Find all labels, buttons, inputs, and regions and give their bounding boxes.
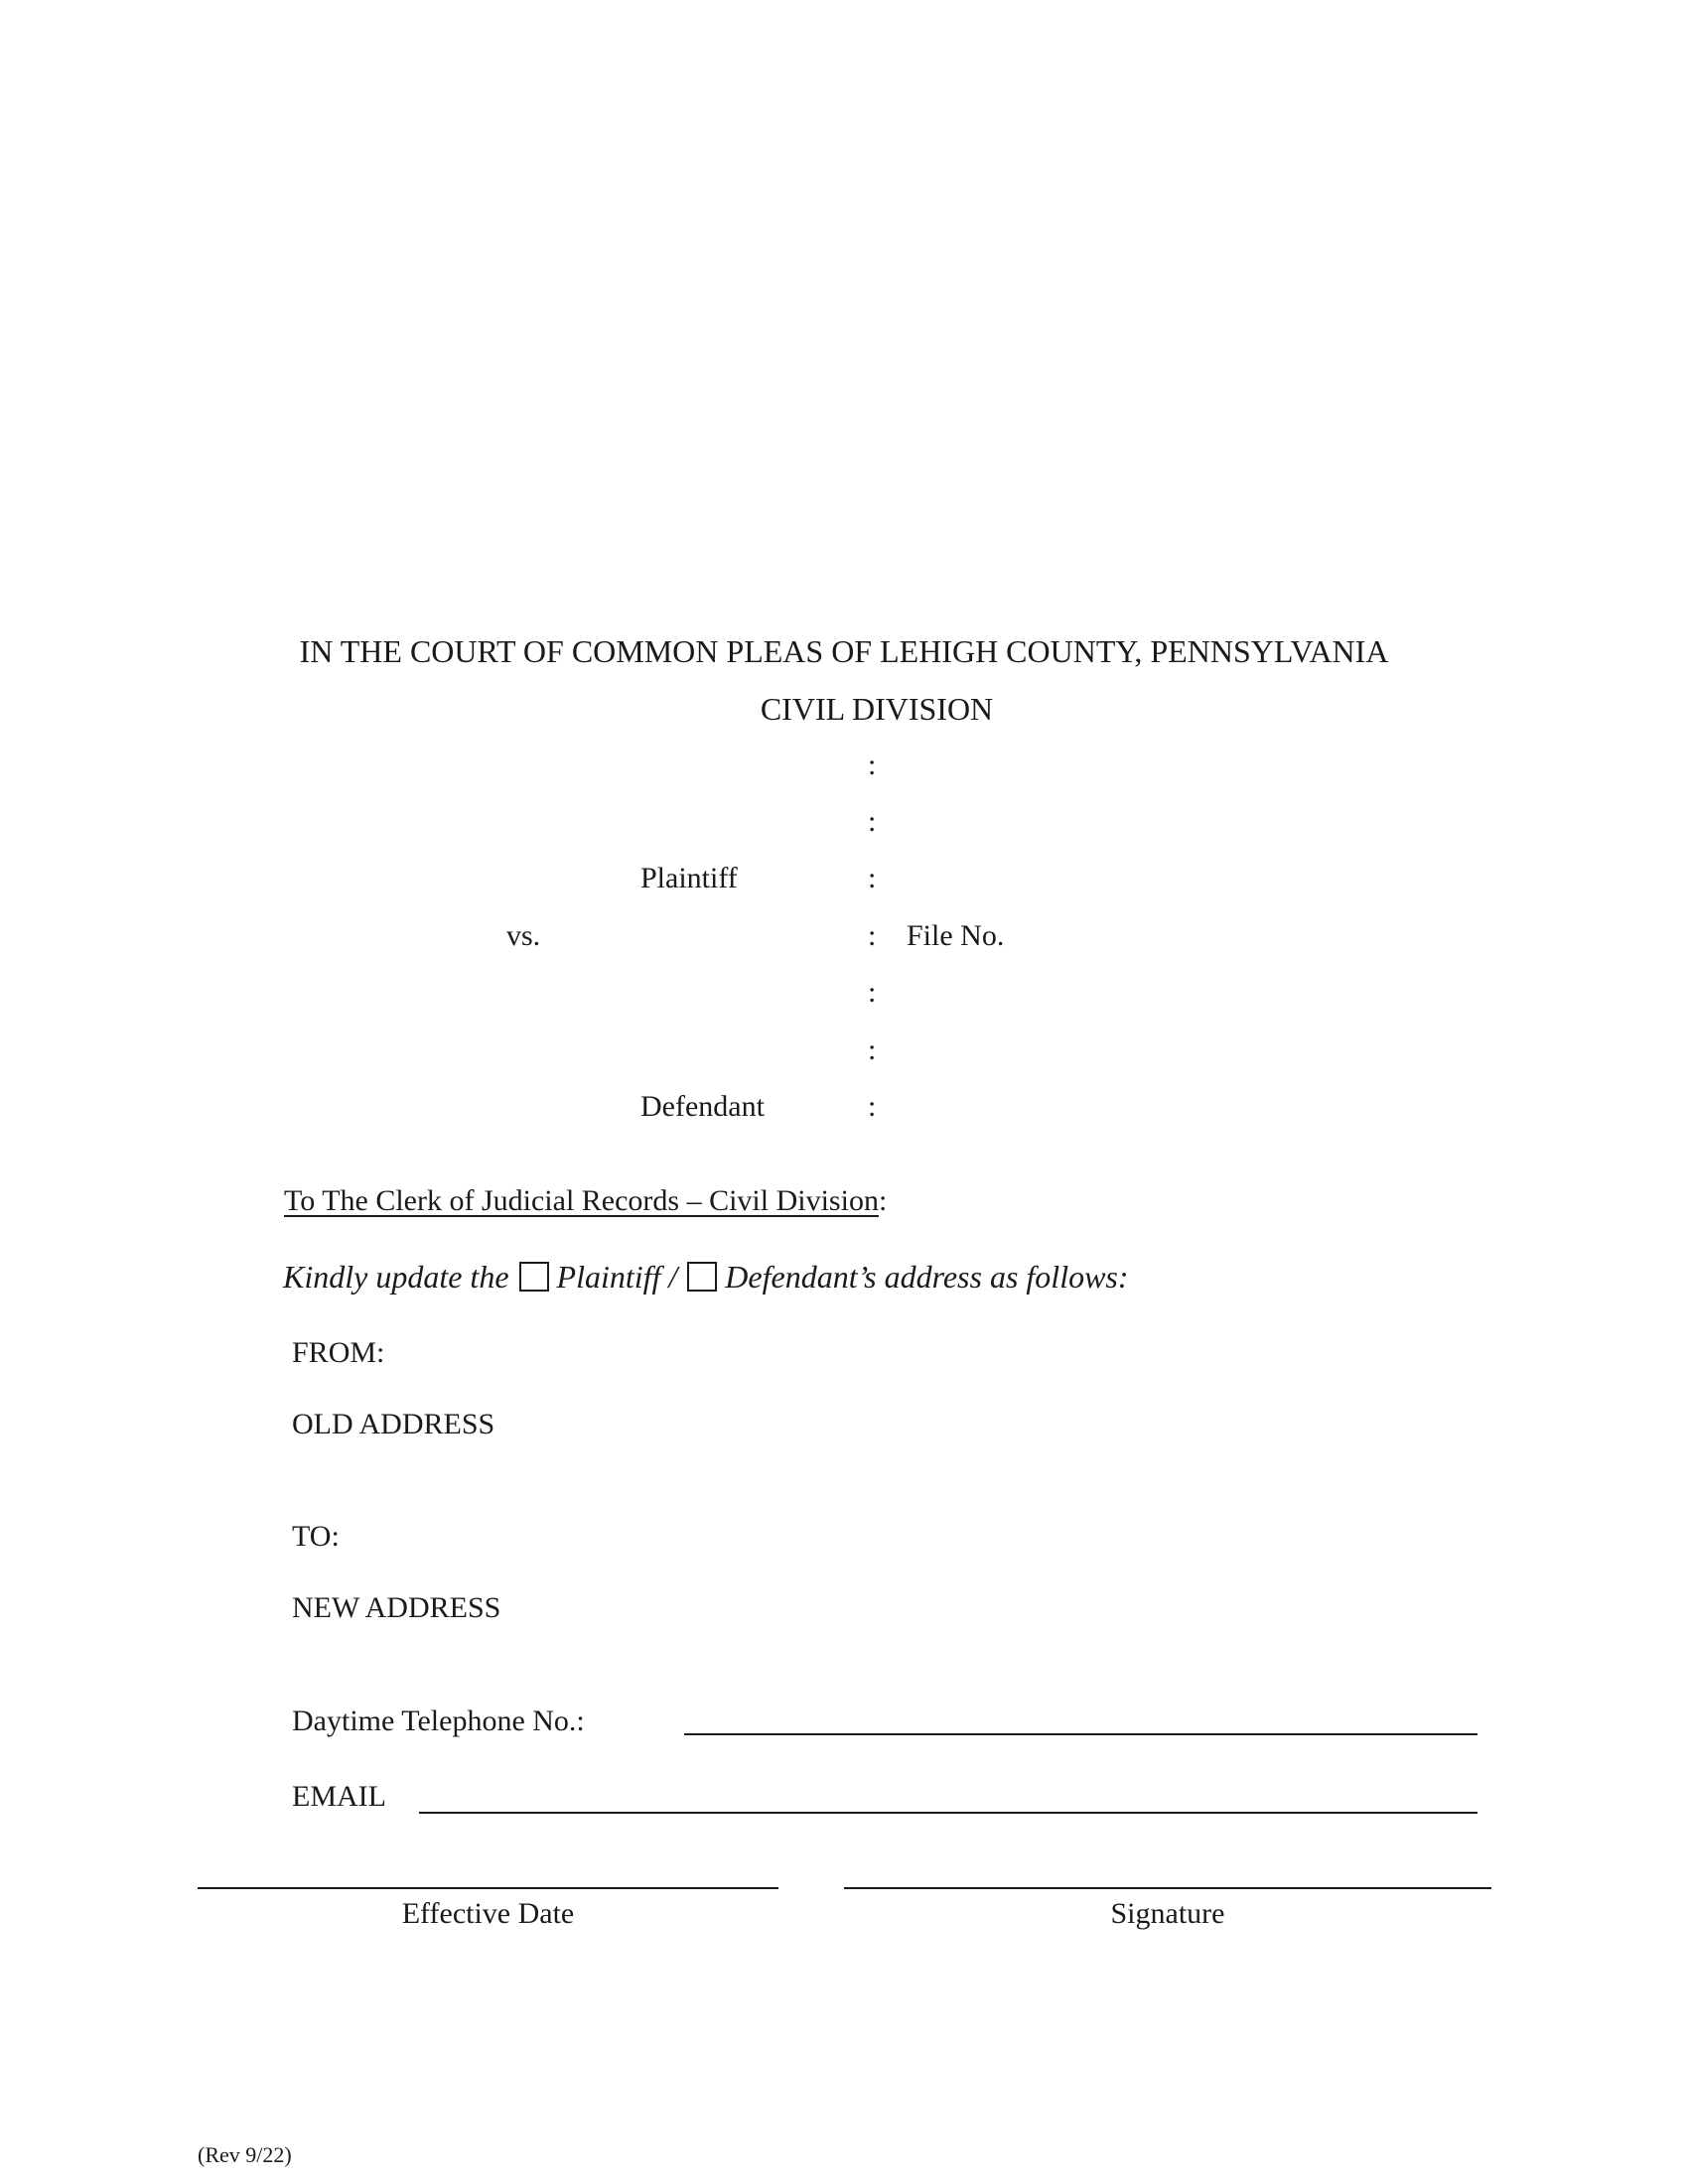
caption-colon: : <box>868 1090 877 1123</box>
signature-line[interactable] <box>844 1887 1491 1889</box>
email-input-line[interactable] <box>419 1812 1477 1814</box>
caption-colon: : <box>868 919 877 952</box>
telephone-input-line[interactable] <box>684 1733 1477 1735</box>
new-address-label: NEW ADDRESS <box>292 1591 501 1624</box>
update-prefix: Kindly update the <box>283 1259 509 1295</box>
defendant-label: Defendant <box>640 1090 765 1123</box>
defendant-option-label: Defendant’s address as follows: <box>725 1259 1129 1295</box>
effective-date-label: Effective Date <box>401 1897 575 1930</box>
signature-label: Signature <box>1110 1897 1225 1930</box>
addressee-colon: : <box>878 1184 888 1217</box>
defendant-checkbox[interactable] <box>687 1262 717 1292</box>
vs-label: vs. <box>506 919 541 952</box>
caption-colon: : <box>868 976 877 1009</box>
court-title: IN THE COURT OF COMMON PLEAS OF LEHIGH COUNTY, PENNSYLVANIA <box>299 633 1389 669</box>
effective-date-line[interactable] <box>198 1887 778 1889</box>
revision-note: (Rev 9/22) <box>198 2142 292 2167</box>
plaintiff-label: Plaintiff <box>640 862 738 894</box>
caption-colon: : <box>868 862 877 894</box>
update-instruction <box>283 1261 1129 1293</box>
from-label: FROM: <box>292 1336 385 1369</box>
caption-colon: : <box>868 805 877 838</box>
addressee-line <box>284 1186 887 1216</box>
caption-colon: : <box>868 1033 877 1066</box>
old-address-label: OLD ADDRESS <box>292 1408 495 1440</box>
plaintiff-checkbox[interactable] <box>519 1262 549 1292</box>
file-no-label: File No. <box>907 919 1005 952</box>
telephone-label: Daytime Telephone No.: <box>292 1705 585 1737</box>
division-title: CIVIL DIVISION <box>760 691 994 727</box>
addressee-text: To The Clerk of Judicial Records – Civil Division <box>284 1184 879 1217</box>
to-label: TO: <box>292 1520 340 1553</box>
caption-colon: : <box>868 749 877 781</box>
plaintiff-option-label: Plaintiff / <box>556 1259 678 1295</box>
email-label: EMAIL <box>292 1780 386 1813</box>
